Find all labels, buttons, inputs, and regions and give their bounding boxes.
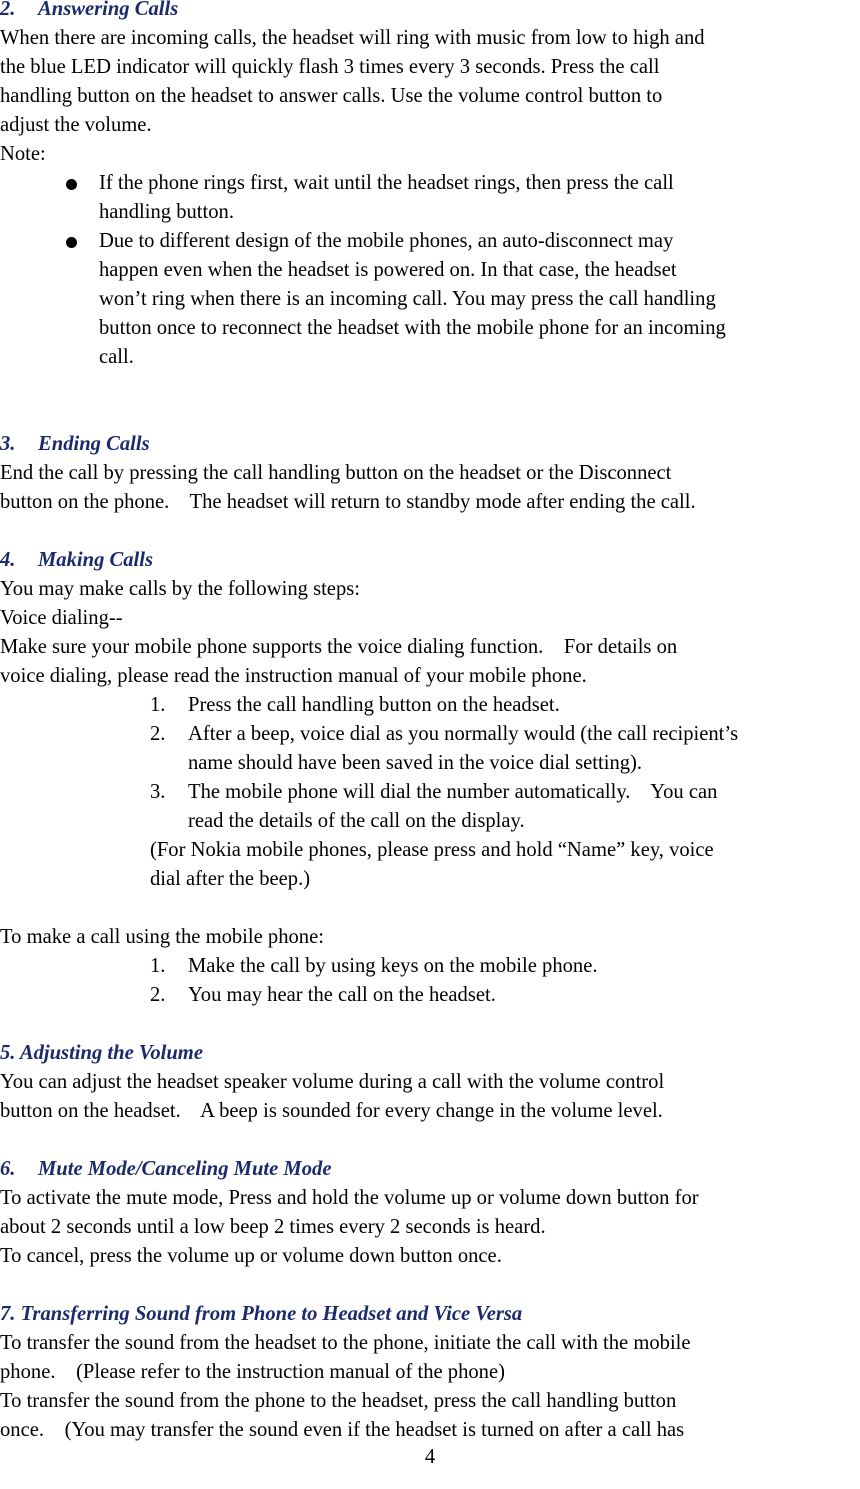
section-heading-answering-calls: 2. Answering Calls — [0, 0, 179, 20]
voice-step-item: 3. The mobile phone will dial the number automatically. You can — [150, 781, 718, 803]
paragraph-line: Voice dialing-- — [0, 607, 123, 629]
paragraph-line: button on the phone. The headset will return to standby mode after ending the call. — [0, 491, 696, 513]
section-heading-making-calls: 4. Making Calls — [0, 549, 154, 571]
nokia-note-line: dial after the beep.) — [150, 868, 311, 890]
paragraph-line: the blue LED indicator will quickly flash 3 times every 3 seconds. Press the call — [0, 56, 660, 78]
paragraph-line: To make a call using the mobile phone: — [0, 926, 324, 948]
voice-step-line: read the details of the call on the display. — [188, 810, 525, 832]
paragraph-line: phone. (Please refer to the instruction manual of the phone) — [0, 1361, 505, 1383]
section-heading-mute-mode: 6. Mute Mode/Canceling Mute Mode — [0, 1158, 332, 1180]
note-bullet-line: happen even when the headset is powered on. In that case, the headset — [99, 259, 677, 281]
nokia-note-line: (For Nokia mobile phones, please press and hold “Name” key, voice — [150, 839, 714, 861]
phone-step-item: 1. Make the call by using keys on the mobile phone. — [150, 955, 598, 977]
paragraph-line: You may make calls by the following steps: — [0, 578, 360, 600]
paragraph-line: When there are incoming calls, the headset will ring with music from low to high and — [0, 27, 705, 49]
paragraph-line: adjust the volume. — [0, 114, 152, 136]
paragraph-line: voice dialing, please read the instruction manual of your mobile phone. — [0, 665, 587, 687]
note-bullet-item: Due to different design of the mobile phones, an auto-disconnect may — [0, 227, 860, 256]
note-label: Note: — [0, 143, 46, 165]
note-bullet-line: won’t ring when there is an incoming call. You may press the call handling — [99, 288, 716, 310]
voice-step-line: name should have been saved in the voice dial setting). — [188, 752, 643, 774]
section-heading-transferring-sound: 7. Transferring Sound from Phone to Headset and Vice Versa — [0, 1303, 523, 1325]
note-bullet-item: If the phone rings first, wait until the headset rings, then press the call — [0, 169, 860, 198]
paragraph-line: To activate the mute mode, Press and hold the volume up or volume down button for — [0, 1187, 699, 1209]
bullet-dot-icon — [66, 237, 77, 248]
paragraph-line: once. (You may transfer the sound even if the headset is turned on after a call has — [0, 1419, 685, 1441]
note-bullet-line: call. — [99, 346, 134, 368]
paragraph-line: button on the headset. A beep is sounded for every change in the volume level. — [0, 1100, 663, 1122]
paragraph-line: To transfer the sound from the phone to the headset, press the call handling button — [0, 1390, 677, 1412]
voice-step-item: 1. Press the call handling button on the headset. — [150, 694, 560, 716]
section-heading-ending-calls: 3. Ending Calls — [0, 433, 150, 455]
phone-step-item: 2. You may hear the call on the headset. — [150, 984, 496, 1006]
paragraph-line: To cancel, press the volume up or volume down button once. — [0, 1245, 502, 1267]
note-bullet-line — [0, 372, 860, 401]
bullet-dot-icon — [66, 179, 77, 190]
section-heading-adjusting-volume: 5. Adjusting the Volume — [0, 1042, 203, 1064]
page-number: 4 — [424, 1446, 436, 1468]
paragraph-line: Make sure your mobile phone supports the voice dialing function. For details on — [0, 636, 678, 658]
note-bullet-line: button once to reconnect the headset with the mobile phone for an incoming — [99, 317, 726, 339]
paragraph-line: handling button on the headset to answer calls. Use the volume control button to — [0, 85, 663, 107]
note-bullet-line: handling button. — [99, 201, 234, 223]
paragraph-line: End the call by pressing the call handling button on the headset or the Disconnect — [0, 462, 672, 484]
paragraph-line: To transfer the sound from the headset to the phone, initiate the call with the mobile — [0, 1332, 691, 1354]
voice-step-item: 2. After a beep, voice dial as you normally would (the call recipient’s — [150, 723, 739, 745]
paragraph-line: about 2 seconds until a low beep 2 times every 2 seconds is heard. — [0, 1216, 546, 1238]
paragraph-line: You can adjust the headset speaker volume during a call with the volume control — [0, 1071, 665, 1093]
